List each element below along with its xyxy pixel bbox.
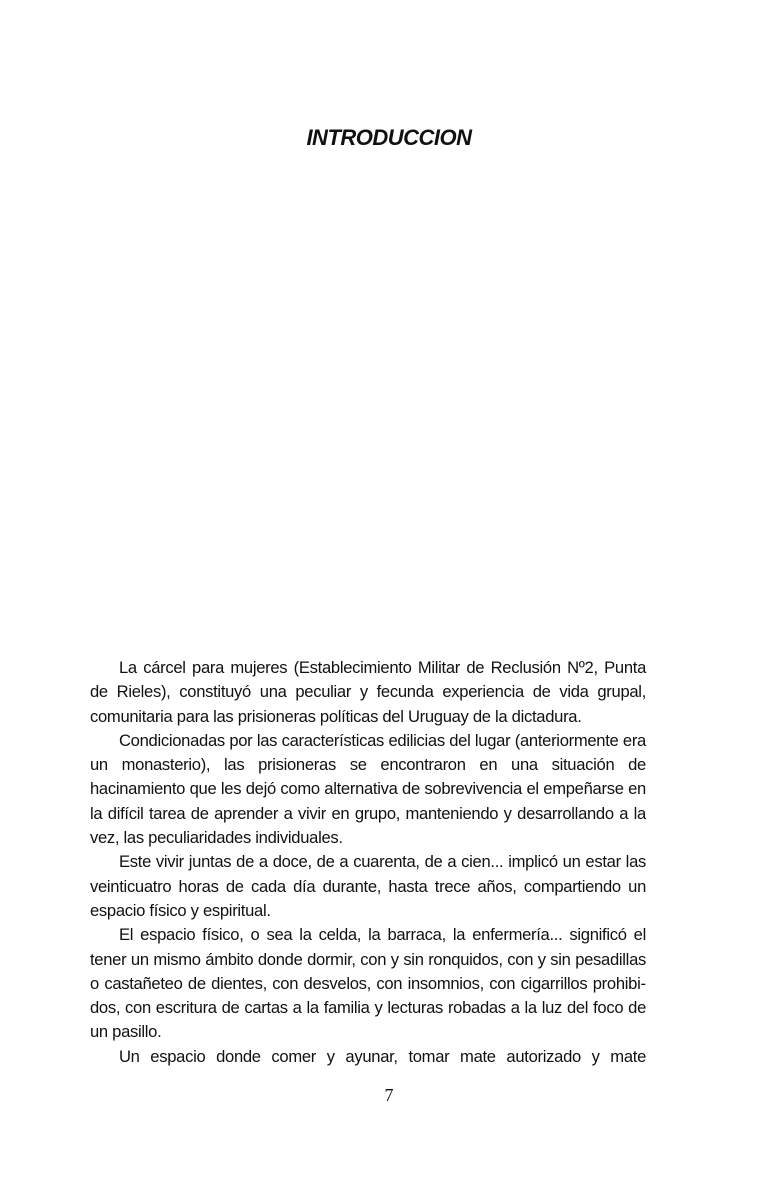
paragraph-4: El espacio físico, o sea la celda, la barraca, la enfermería... significó el tener un mismo ámbito donde dormir, con y sin ronquidos, con y sin pesadillas o castañeteo de dientes, con desvelos, con insomnios, con cigarrillos prohibidos, con escritura de cartas a la familia y lecturas robadas a la luz del foco de un pasillo. <box>90 925 646 1042</box>
paragraph-2: Condicionadas por las características edilicias del lugar (anteriormente era un monasterio), las prisioneras se encontraron en una situación de hacinamiento que les dejó como alternativa de sobrevivencia el empeñarse en la difícil tarea de aprender a vivir en grupo, manteniendo y desarrollando a la vez, las peculiaridades individuales. <box>90 730 646 848</box>
body-text <box>90 656 646 1069</box>
paragraph-1: La cárcel para mujeres (Establecimiento Militar de Reclusión Nº2, Punta de Rieles), constituyó una peculiar y fecunda experiencia de vida grupal, comunitaria para las prisioneras políticas del Uruguay de la dictadura. <box>90 658 646 726</box>
page-number: 7 <box>384 1085 394 1105</box>
paragraph-3: Este vivir juntas de a doce, de a cuarenta, de a cien... implicó un estar las veinticuatro horas de cada día durante, hasta trece años, compartiendo un espacio físico y espiritual. <box>90 852 646 920</box>
page-title: INTRODUCCION <box>306 125 472 150</box>
paragraph-5: Un espacio donde comer y ayunar, tomar mate autorizado y mate <box>119 1046 646 1066</box>
